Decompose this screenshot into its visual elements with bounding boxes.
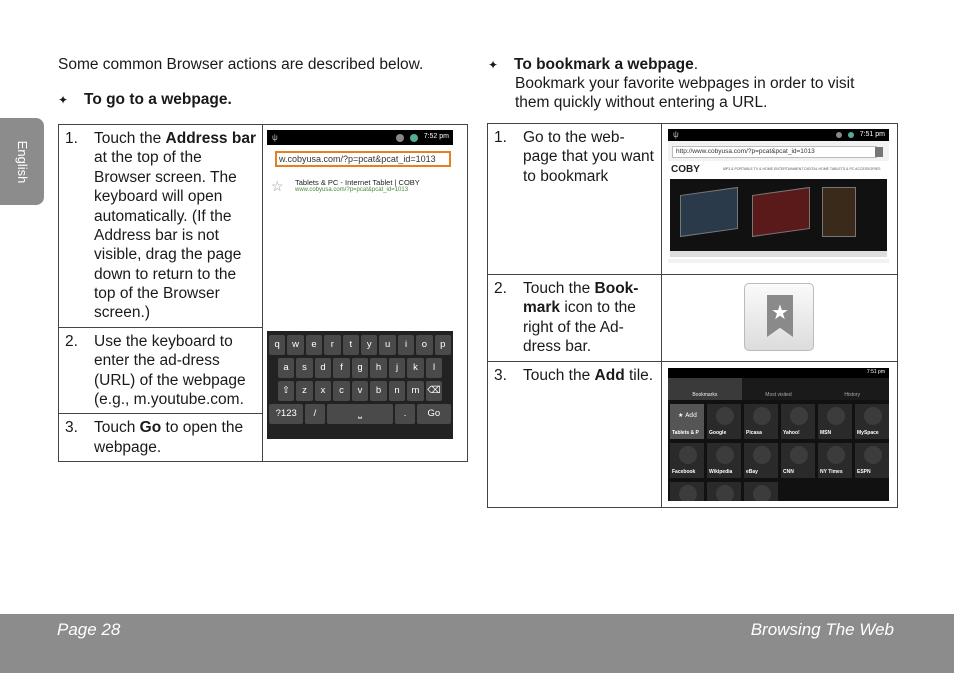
tile-label: Picasa — [746, 430, 762, 437]
language-side-tab — [0, 118, 44, 205]
keyboard-key[interactable]: k — [407, 358, 424, 378]
tablet-image — [822, 187, 856, 237]
step-number: 2. — [494, 280, 507, 297]
star-icon: ★ — [771, 300, 789, 324]
keyboard-key[interactable]: b — [370, 381, 387, 401]
webpage-content — [668, 161, 889, 259]
step-cell — [488, 124, 662, 275]
product-banner — [670, 179, 887, 251]
keyboard-key[interactable]: h — [370, 358, 387, 378]
step-number: 1. — [494, 129, 507, 146]
usb-icon: ψ — [673, 130, 679, 139]
step-text: Touch the — [523, 280, 595, 297]
keyboard-key[interactable]: y — [361, 335, 377, 355]
keyboard-key[interactable]: v — [352, 381, 369, 401]
keyboard-key[interactable]: d — [315, 358, 332, 378]
keyboard-key[interactable]: w — [287, 335, 303, 355]
bookmark-grid — [670, 404, 889, 501]
step-text-post: to open the webpage. — [94, 419, 244, 456]
keyboard-key[interactable]: Go — [417, 404, 451, 424]
keyboard-row — [269, 335, 451, 355]
bookmark-tabs — [668, 378, 889, 400]
keyboard-key[interactable]: g — [352, 358, 369, 378]
tab-history[interactable]: History — [815, 378, 889, 400]
heading-suffix: . — [693, 56, 699, 73]
keyboard-key[interactable]: c — [333, 381, 350, 401]
bookmark-tile[interactable] — [707, 482, 741, 501]
step-2 — [65, 332, 256, 410]
step-3 — [65, 418, 256, 457]
status-time: 7:51 pm — [859, 130, 885, 138]
screenshot-cell — [263, 125, 468, 462]
bookmark-tile[interactable] — [707, 443, 741, 478]
bookmark-star-icon: ☆ — [271, 178, 284, 194]
suggestion-url: www.cobyusa.com/?p=pcat&pcat_id=1013 — [295, 187, 409, 194]
keyboard-key[interactable]: n — [389, 381, 406, 401]
tile-label: MSN — [820, 430, 832, 437]
heading-text: To go to a webpage. — [84, 91, 232, 108]
keyboard-key[interactable]: ?123 — [269, 404, 303, 424]
keyboard-key[interactable]: a — [278, 358, 295, 378]
step-3 — [494, 366, 655, 385]
step-bold-text: Address bar — [165, 130, 256, 147]
keyboard-key[interactable]: m — [407, 381, 424, 401]
keyboard-key[interactable]: f — [333, 358, 350, 378]
keyboard-key[interactable]: p — [435, 335, 451, 355]
step-bold-text: Add — [594, 366, 625, 384]
tablet-image — [752, 187, 810, 237]
step-text: Touch — [94, 419, 140, 437]
tile-label: Facebook — [672, 469, 696, 476]
keyboard-key[interactable]: ⇧ — [278, 381, 295, 401]
page-number: Page 28 — [57, 620, 121, 639]
keyboard-key[interactable]: e — [306, 335, 322, 355]
status-bar — [668, 129, 889, 141]
step-cell — [488, 361, 662, 507]
bookmark-tile[interactable] — [855, 404, 889, 439]
step-number: 2. — [65, 332, 78, 350]
keyboard-key[interactable]: z — [296, 381, 313, 401]
step-text-post: tile. — [624, 366, 654, 384]
sync-icon — [836, 132, 842, 138]
language-label: English — [15, 140, 31, 183]
usb-icon: ψ — [272, 133, 278, 142]
screenshot-cell — [662, 361, 898, 507]
bullet-star-icon: ✦ — [488, 58, 499, 72]
step-text-post: at the top of the Browser screen. The keyboard will open automatically. (If the Address bar is not visible, drag the page down to return to the top of the Browser screen.) — [94, 149, 242, 322]
keyboard-key[interactable]: o — [416, 335, 432, 355]
status-bar — [668, 368, 889, 378]
keyboard-key[interactable]: j — [389, 358, 406, 378]
tile-label: CNN — [783, 469, 794, 476]
step-text: Touch the — [523, 366, 595, 384]
tab-bookmarks[interactable]: Bookmarks — [668, 378, 742, 400]
step-bold-text: Book-mark — [523, 280, 639, 317]
bookmark-description: Bookmark your favorite webpages in order to visit them quickly without entering a URL. — [515, 75, 855, 112]
bullet-star-icon: ✦ — [58, 93, 69, 107]
bookmark-tile[interactable] — [670, 443, 704, 478]
tile-label: ESPN — [857, 469, 871, 476]
bookmark-heading — [488, 55, 698, 74]
go-to-webpage-table — [58, 124, 468, 462]
bookmark-tile[interactable] — [707, 404, 741, 439]
page-footer — [670, 251, 887, 257]
keyboard-key[interactable]: x — [315, 381, 332, 401]
keyboard-key[interactable]: / — [305, 404, 324, 424]
status-bar — [267, 130, 453, 145]
status-time: 7:51 pm — [866, 369, 885, 376]
keyboard-row — [269, 381, 451, 401]
go-to-webpage-heading — [58, 90, 232, 109]
keyboard-key[interactable]: ⌫ — [426, 381, 443, 401]
tab-most-visited[interactable]: Most visited — [742, 378, 816, 400]
status-time: 7:52 pm — [423, 133, 449, 141]
step-number: 1. — [65, 130, 78, 147]
bookmark-tile[interactable] — [818, 404, 852, 439]
keyboard-key[interactable]: ⎵ — [327, 404, 394, 424]
step-cell — [59, 125, 263, 328]
section-title: Browsing The Web — [750, 620, 894, 639]
step-cell — [59, 327, 263, 414]
suggestion-title: Tablets & PC - Internet Tablet | COBY — [295, 178, 420, 187]
bookmark-icon-cell — [662, 275, 898, 362]
add-tile[interactable] — [670, 404, 704, 439]
heading-text: To bookmark a webpage — [514, 56, 694, 73]
bookmark-tile[interactable] — [855, 443, 889, 478]
step-1 — [65, 129, 256, 323]
bookmark-button[interactable] — [744, 283, 814, 351]
step-text: Go to the web-page that you want to bookmark — [523, 129, 654, 185]
url-suggestion[interactable] — [273, 178, 420, 195]
step-cell — [59, 414, 263, 462]
wifi-icon — [848, 132, 854, 138]
site-nav: MP3 & PORTABLE TV & HOME ENTERTAINMENT DIGITAL HOME TABLETS & PC ACCESSORIES — [723, 167, 881, 171]
keyboard-row — [269, 404, 451, 424]
bookmark-tile[interactable] — [781, 443, 815, 478]
step-text-post: icon to the right of the Ad-dress bar. — [523, 299, 636, 356]
coby-webpage-screenshot — [668, 129, 889, 263]
bookmark-table — [487, 123, 898, 508]
step-text: Use the keyboard to enter the ad-dress (URL) of the webpage (e.g., m.youtube.com. — [94, 332, 246, 408]
keyboard-row — [269, 358, 451, 378]
browser-keyboard-screenshot — [267, 130, 453, 439]
step-bold-text: Go — [139, 419, 162, 437]
wifi-icon — [410, 134, 418, 142]
step-cell — [488, 275, 662, 362]
tile-label: Yahoo! — [783, 430, 800, 437]
bookmark-tile[interactable] — [781, 404, 815, 439]
step-1 — [494, 128, 655, 186]
intro-text: Some common Browser actions are described below. — [58, 56, 424, 73]
bookmark-tile[interactable] — [744, 404, 778, 439]
tile-label: eBay — [746, 469, 758, 476]
step-number: 3. — [494, 366, 507, 384]
keyboard-key[interactable]: u — [379, 335, 395, 355]
bookmarks-screenshot — [668, 368, 889, 501]
tablet-image — [680, 187, 738, 237]
address-bar[interactable]: w.cobyusa.com/?p=pcat&pcat_id=1013 — [275, 151, 451, 167]
bookmark-tile[interactable] — [818, 443, 852, 478]
coby-logo: COBY — [671, 164, 700, 175]
step-text: Touch the — [94, 130, 166, 147]
tile-label: MySpace — [857, 430, 879, 437]
screenshot-cell — [662, 124, 898, 275]
bookmark-tile[interactable] — [670, 482, 704, 501]
tile-label: Tablets & P — [672, 430, 699, 437]
page-footer — [0, 614, 954, 673]
address-bar[interactable]: http://www.cobyusa.com/?p=pcat&pcat_id=1013 — [672, 146, 877, 158]
keyboard-key[interactable]: r — [324, 335, 340, 355]
sync-icon — [396, 134, 404, 142]
tile-label: Wikipedia — [709, 469, 733, 476]
step-number: 3. — [65, 419, 78, 437]
bookmark-icon[interactable] — [875, 147, 883, 157]
keyboard-key[interactable]: s — [296, 358, 313, 378]
bookmark-tile[interactable] — [744, 443, 778, 478]
soft-keyboard — [267, 331, 453, 439]
keyboard-key[interactable]: l — [426, 358, 443, 378]
keyboard-key[interactable]: i — [398, 335, 414, 355]
bookmark-tile[interactable] — [744, 482, 778, 501]
tile-label: NY Times — [820, 469, 843, 476]
keyboard-key[interactable]: . — [395, 404, 414, 424]
keyboard-key[interactable]: t — [343, 335, 359, 355]
step-2 — [494, 279, 655, 357]
tile-label: Google — [709, 430, 727, 437]
add-label: ★ Add — [678, 411, 697, 419]
keyboard-key[interactable]: q — [269, 335, 285, 355]
